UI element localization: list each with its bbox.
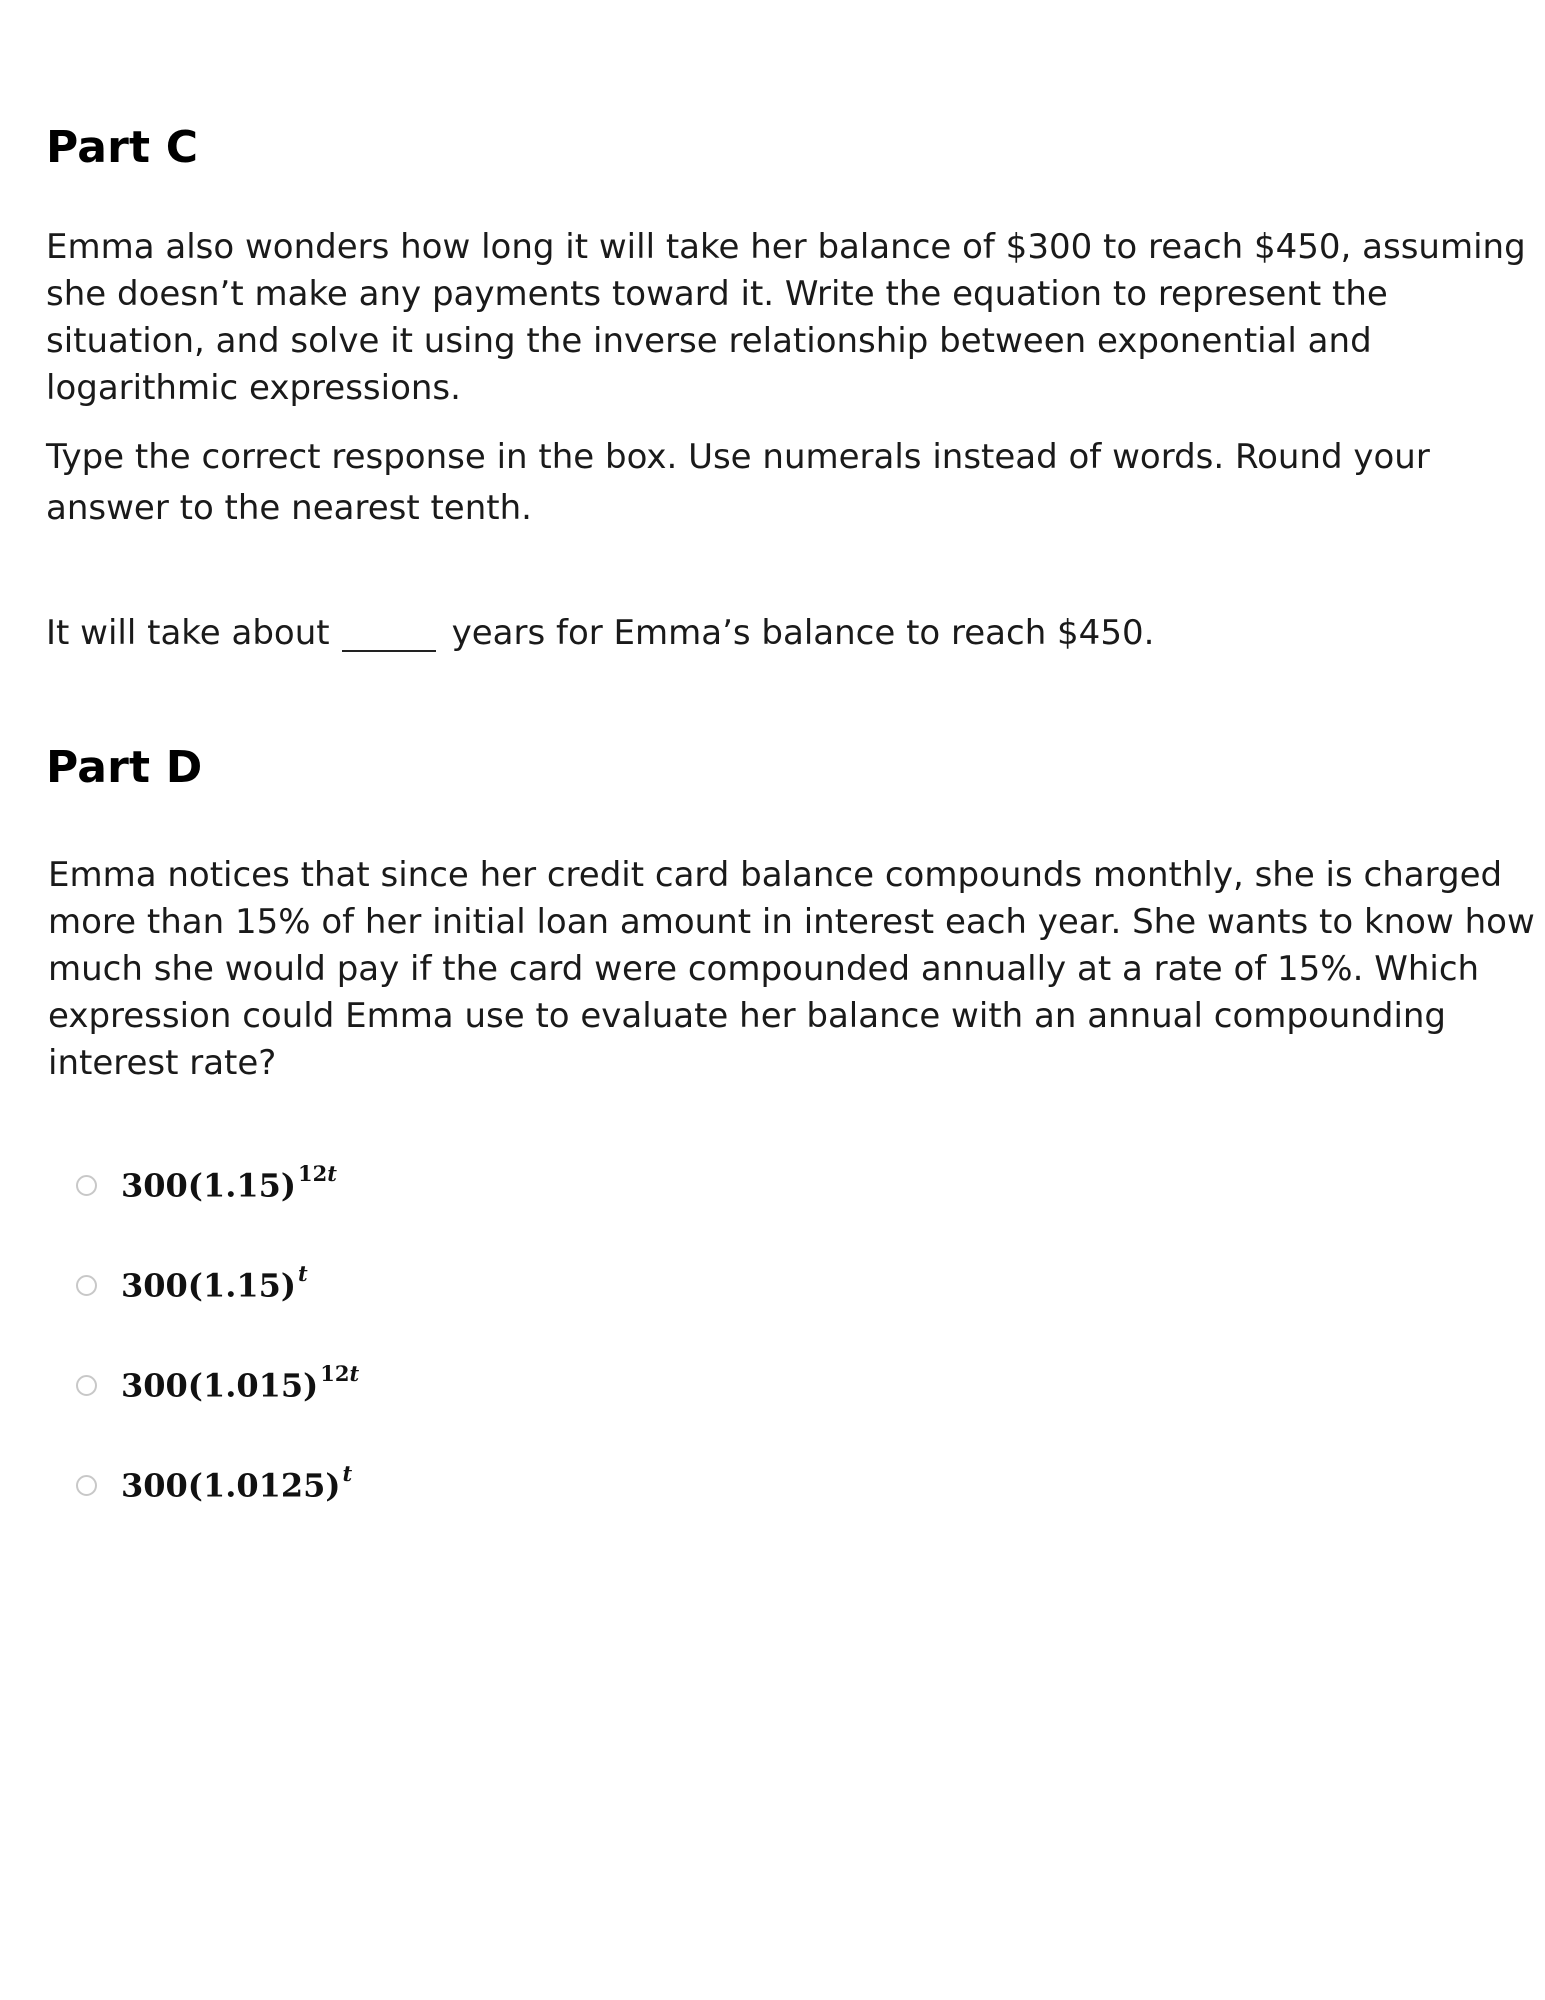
exponent-coefficient: 12 bbox=[298, 1161, 328, 1187]
part-c-prompt-line: Emma also wonders how long it will take her balance of $300 to reach $450, assuming bbox=[46, 227, 1526, 267]
option-expression bbox=[121, 1261, 308, 1305]
part-c-instructions bbox=[46, 432, 1430, 534]
radio-button[interactable] bbox=[76, 1175, 97, 1196]
part-d-prompt-line: more than 15% of her initial loan amount in interest each year. She wants to know how bbox=[48, 902, 1535, 942]
radio-button[interactable] bbox=[76, 1475, 97, 1496]
years-answer-input[interactable] bbox=[342, 620, 436, 652]
expression-exponent bbox=[298, 1161, 337, 1186]
answer-suffix: years for Emma’s balance to reach $450. bbox=[451, 613, 1155, 653]
part-c-prompt-line: logarithmic expressions. bbox=[46, 368, 461, 408]
radio-button[interactable] bbox=[76, 1275, 97, 1296]
part-d-prompt bbox=[48, 852, 1535, 1087]
expression-exponent bbox=[343, 1461, 353, 1486]
expression-base: 300(1.15) bbox=[121, 1166, 297, 1205]
exponent-coefficient: 12 bbox=[320, 1361, 350, 1387]
option-a[interactable] bbox=[76, 1160, 337, 1210]
answer-sentence bbox=[46, 610, 1154, 657]
expression-exponent bbox=[320, 1361, 359, 1386]
part-c-instruction-line: Type the correct response in the box. Use numerals instead of words. Round your bbox=[46, 437, 1430, 477]
radio-button[interactable] bbox=[76, 1375, 97, 1396]
answer-prefix: It will take about bbox=[46, 613, 330, 653]
part-c-instruction-line: answer to the nearest tenth. bbox=[46, 488, 532, 528]
option-expression bbox=[121, 1161, 337, 1205]
part-c-heading: Part C bbox=[46, 122, 199, 173]
option-expression bbox=[121, 1461, 353, 1505]
exponent-variable: t bbox=[349, 1361, 360, 1387]
part-c-prompt-line: situation, and solve it using the inverse relationship between exponential and bbox=[46, 321, 1372, 361]
part-c-prompt-line: she doesn’t make any payments toward it. Write the equation to represent the bbox=[46, 274, 1388, 314]
expression-base: 300(1.0125) bbox=[121, 1466, 341, 1505]
part-d-heading: Part D bbox=[46, 742, 203, 793]
exponent-variable: t bbox=[298, 1261, 308, 1287]
part-c-prompt bbox=[46, 224, 1526, 412]
option-c[interactable] bbox=[76, 1360, 359, 1410]
expression-exponent bbox=[298, 1261, 308, 1286]
expression-base: 300(1.15) bbox=[121, 1266, 297, 1305]
exponent-variable: t bbox=[327, 1161, 337, 1187]
option-b[interactable] bbox=[76, 1260, 308, 1310]
exponent-variable: t bbox=[342, 1461, 353, 1487]
option-d[interactable] bbox=[76, 1460, 352, 1510]
part-d-prompt-line: much she would pay if the card were compounded annually at a rate of 15%. Which bbox=[48, 949, 1480, 989]
part-d-prompt-line: interest rate? bbox=[48, 1043, 277, 1083]
option-expression bbox=[121, 1361, 360, 1405]
expression-base: 300(1.015) bbox=[121, 1366, 319, 1405]
part-d-prompt-line: expression could Emma use to evaluate her balance with an annual compounding bbox=[48, 996, 1447, 1036]
part-d-prompt-line: Emma notices that since her credit card balance compounds monthly, she is charged bbox=[48, 855, 1503, 895]
